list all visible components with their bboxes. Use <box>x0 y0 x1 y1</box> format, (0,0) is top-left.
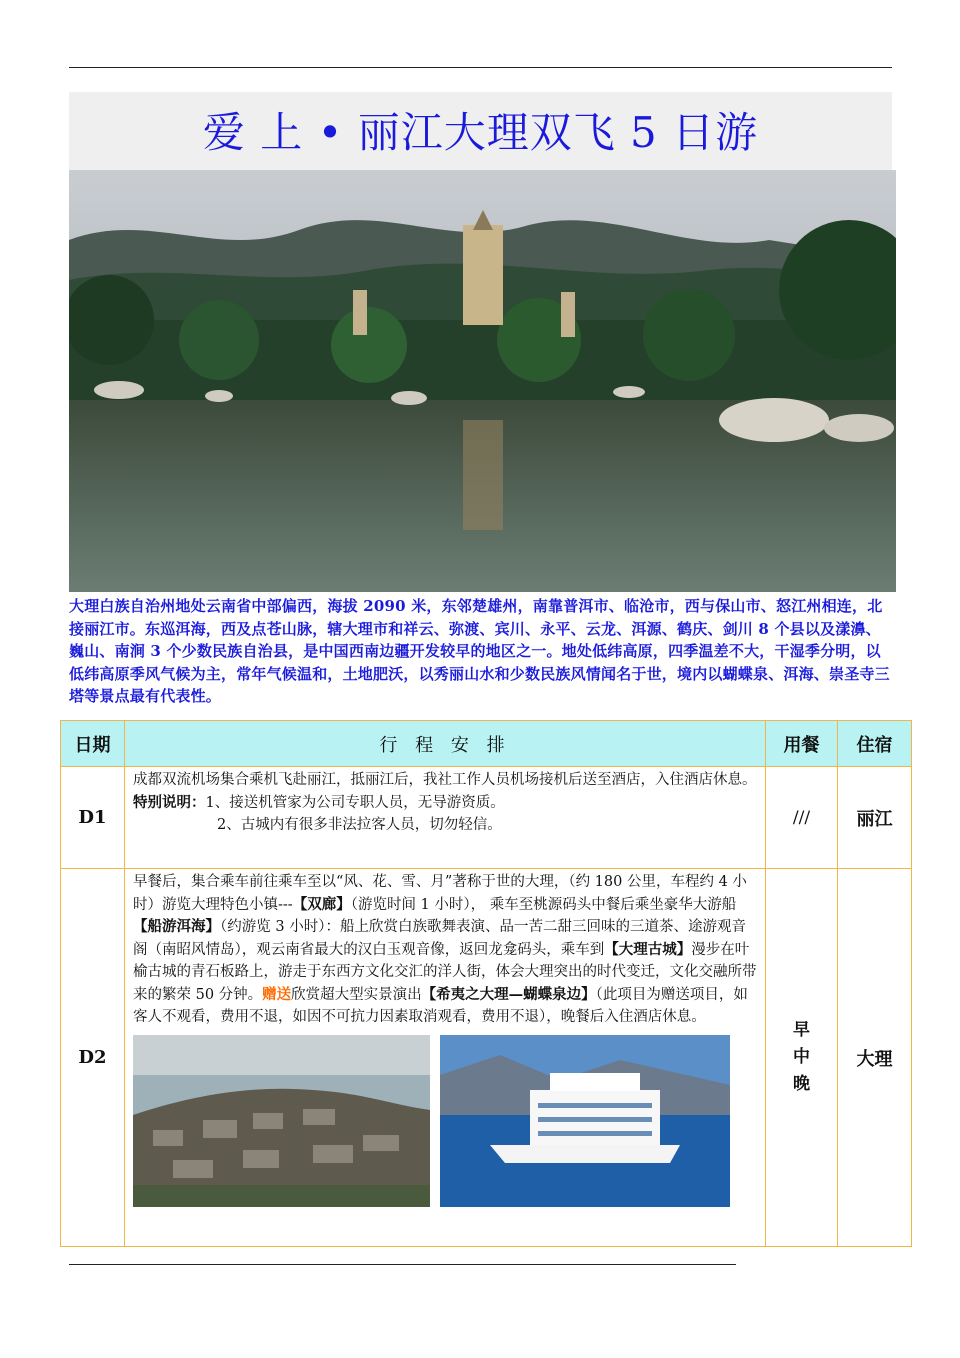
hero-photo-three-pagodas <box>69 170 896 592</box>
d1-line: 成都双流机场集合乘机飞赴丽江，抵丽江后，我社工作人员机场接机后送至酒店，入住酒店休息。 <box>133 772 757 788</box>
d1-note-1 <box>133 792 759 815</box>
photo-erhai-cruise-ship <box>440 1035 730 1207</box>
schedule-cell <box>125 767 766 869</box>
note-label: 特别说明： <box>133 793 206 811</box>
gift-label: 赠送 <box>262 985 292 1003</box>
table-row-d2 <box>61 869 912 1247</box>
table-row-d1 <box>61 767 912 869</box>
header-meals: 用餐 <box>766 721 838 767</box>
bottom-rule <box>69 1264 736 1265</box>
itinerary-table <box>60 720 912 1247</box>
day-cell: D2 <box>61 869 125 1247</box>
meal-cell <box>766 869 838 1247</box>
note-text-1: 1、接送机管家为公司专职人员，无导游资质。 <box>205 794 505 811</box>
table-header-row <box>61 721 912 767</box>
photo-shuanglang-town <box>133 1035 430 1207</box>
header-stay: 住宿 <box>838 721 912 767</box>
meal-breakfast: 早 <box>793 1020 810 1040</box>
meal-dinner: 晚 <box>793 1074 810 1094</box>
meal-lunch: 中 <box>793 1047 810 1067</box>
top-rule <box>69 67 892 68</box>
schedule-cell <box>125 869 766 1247</box>
title-band <box>69 92 892 170</box>
stay-cell: 丽江 <box>838 767 912 869</box>
page-title: 爱 上 • 丽江大理双飞 5 日游 <box>202 108 759 157</box>
d2-photos <box>133 1035 759 1207</box>
day-cell: D1 <box>61 767 125 869</box>
d2-text: 早餐后，集合乘车前往乘车至以“风、花、雪、月”著称于世的大理，（约 180 公里，车程约 4 小时）游览大理特色小镇---【双廊】（游览时间 1 小时）， 乘车至桃源码头中餐后乘坐豪华大游船【船游洱海】（约游览 3 小时）：船上欣赏白族歌舞表演、品一苦二甜三回味的三道茶、途游观音阁（南昭风情岛），观云南省最大的汉白玉观音像，返回龙龛码头，乘车到【大理古城】漫步在叶榆古城的青石板路上，游走于东西方文化交汇的洋人街，体会大理突出的时代变迁，文化交融所带来的繁荣 50 分钟。赠送欣赏超大型实景演出【希夷之大理—蝴蝶泉边】（此项目为赠送项目，如客人不观看，费用不退，如因不可抗力因素取消观看，费用不退），晚餐后入住酒店休息。 <box>133 874 757 1025</box>
stay-cell: 大理 <box>838 869 912 1247</box>
header-day: 日期 <box>61 721 125 767</box>
d1-note-2: 2、古城内有很多非法拉客人员，切勿轻信。 <box>217 817 502 833</box>
intro-paragraph: 大理白族自治州地处云南省中部偏西，海拔 2090 米，东邻楚雄州，南靠普洱市、临沧市，西与保山市、怒江州相连，北接丽江市。东巡洱海，西及点苍山脉，辖大理市和祥云、弥渡、宾川、永平、云龙、洱源、鹤庆、剑川 8 个县以及漾濞、巍山、南涧 3 个少数民族自治县，是中国西南边疆开发较早的地区之一。地处低纬高原，四季温差不大，干湿季分明，以低纬高原季风气候为主，常年气候温和，土地肥沃，以秀丽山水和少数民族风情闻名于世，境内以蝴蝶泉、洱海、崇圣寺三塔等景点最有代表性。 <box>69 597 890 705</box>
meal-cell: /// <box>766 767 838 869</box>
header-schedule: 行 程 安 排 <box>125 721 766 767</box>
